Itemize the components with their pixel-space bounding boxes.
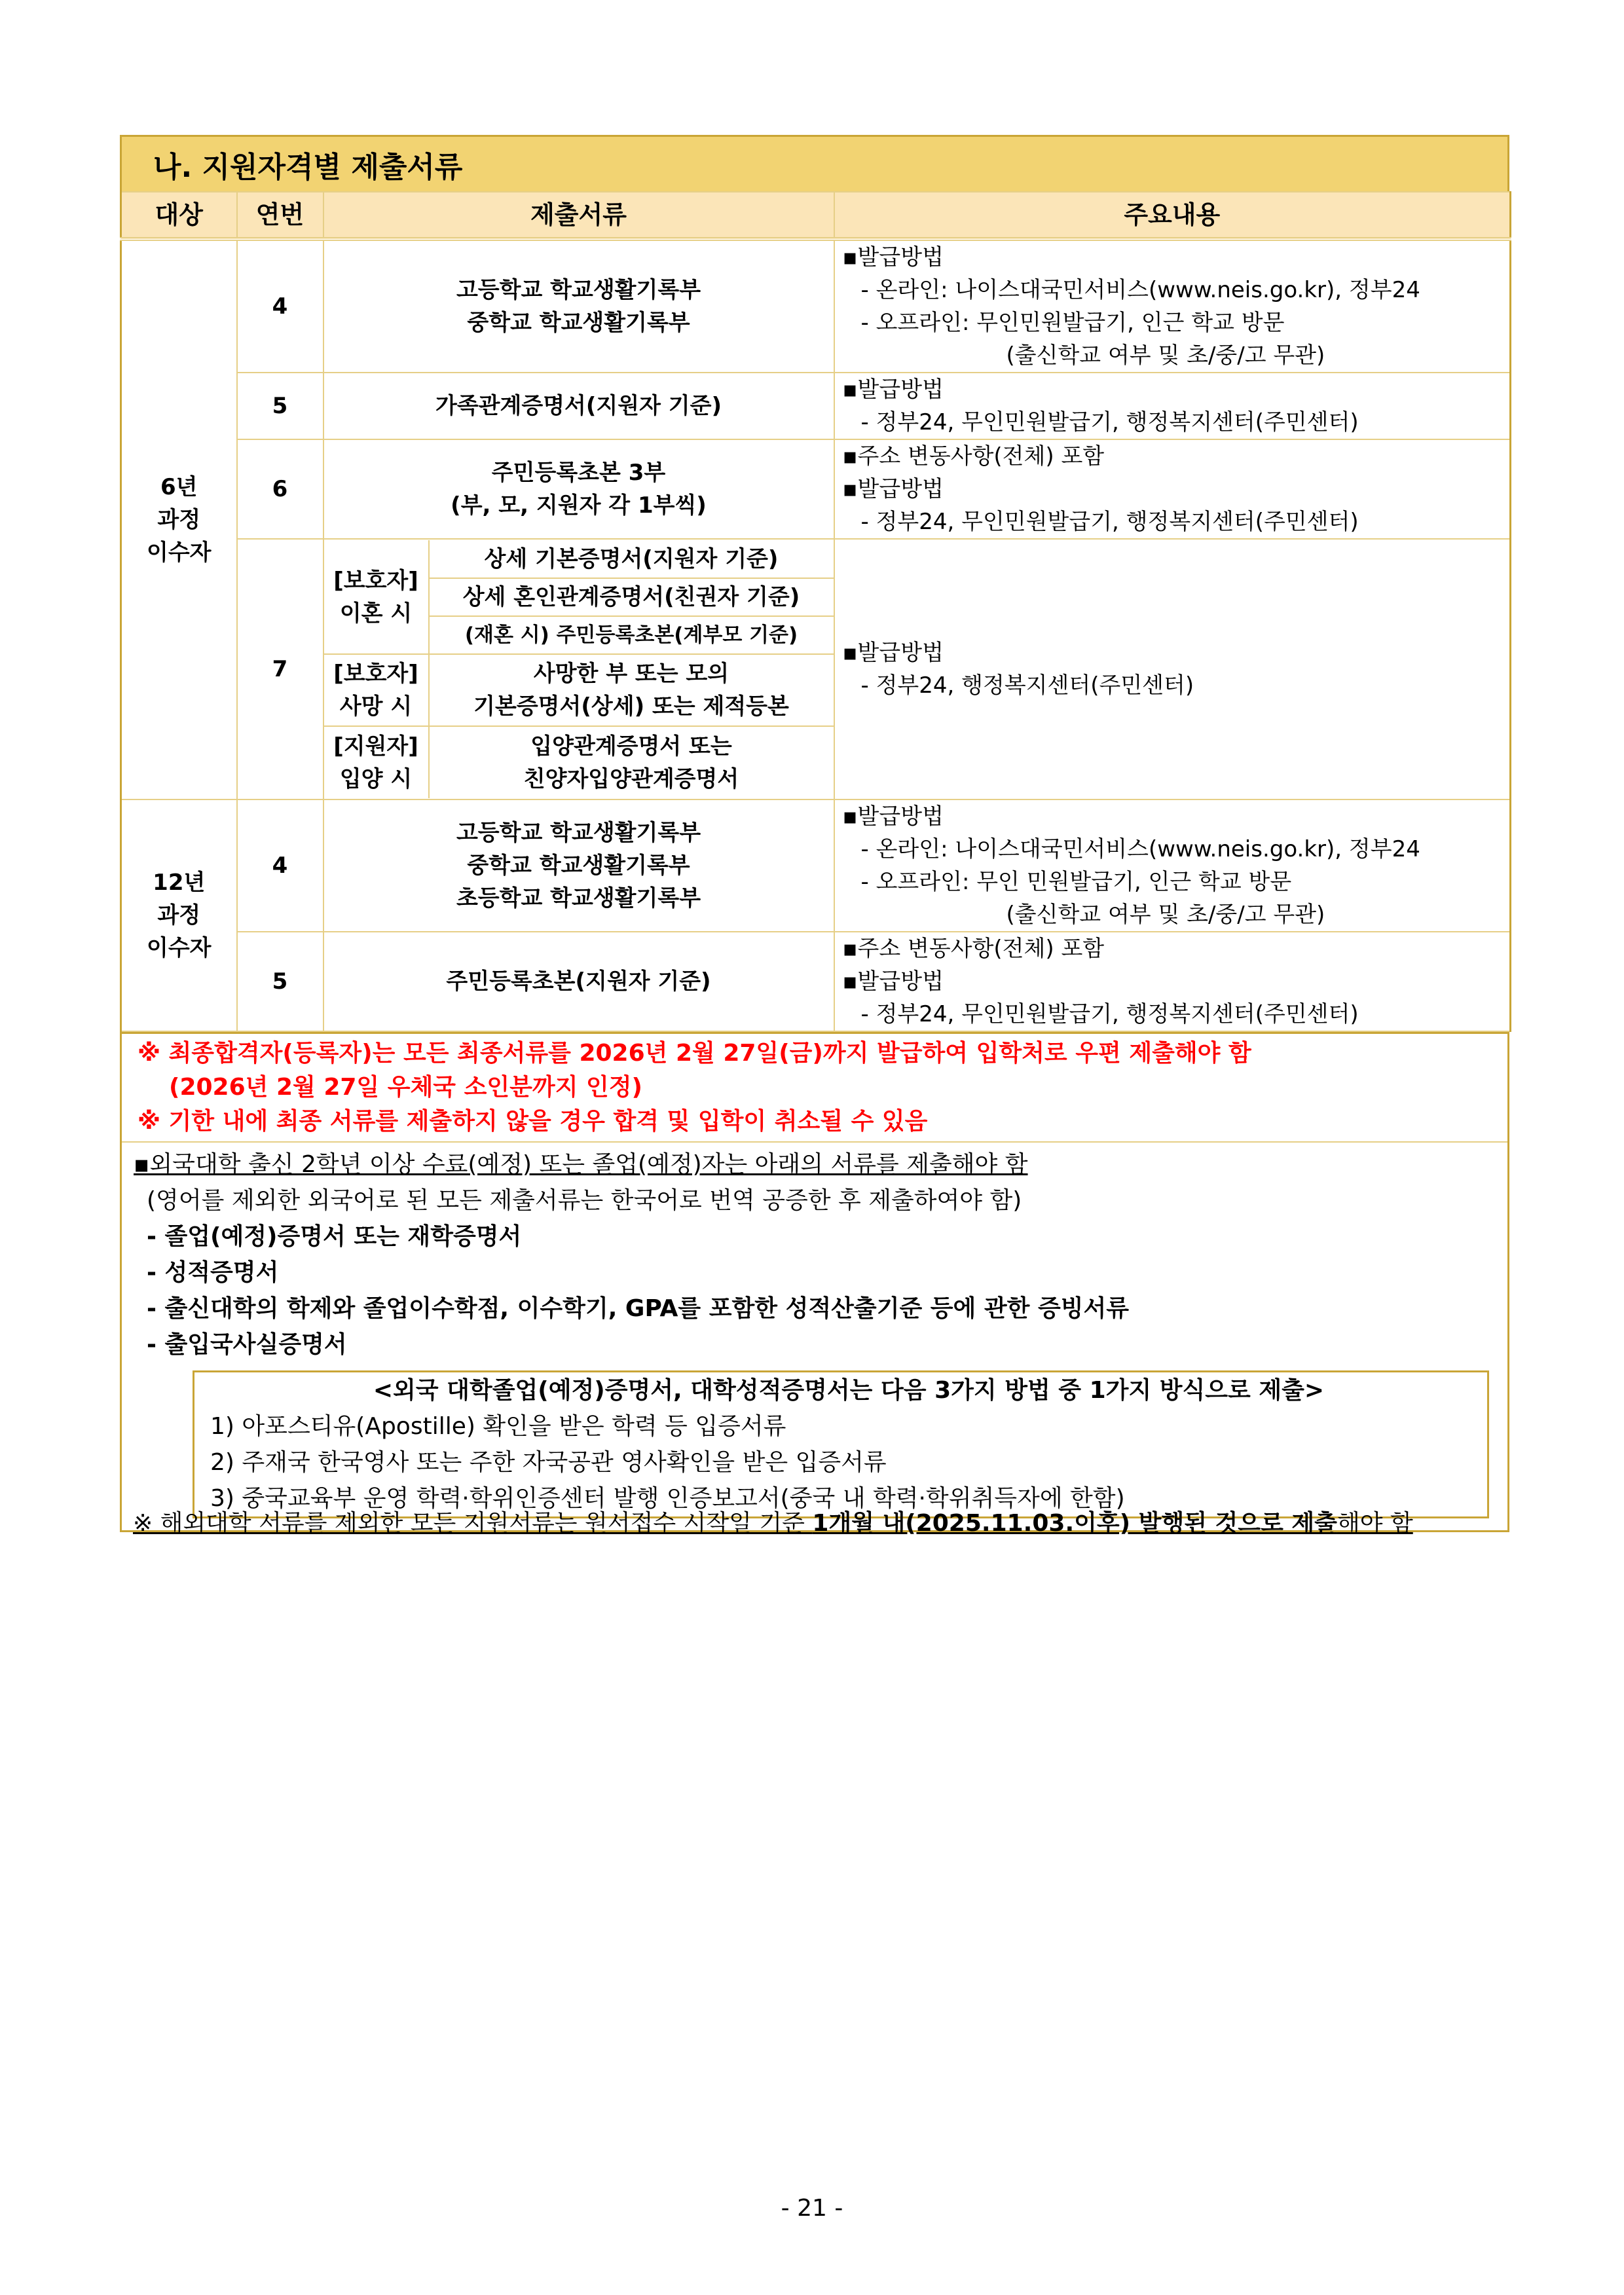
row-number: 5 <box>237 373 323 439</box>
doc-line: (재혼 시) 주민등록초본(계부모 기준) <box>429 616 834 654</box>
doc-line: 상세 혼인관계증명서(친권자 기준) <box>429 578 834 616</box>
foreign-item: - 성적증명서 <box>147 1259 279 1286</box>
table-row <box>121 799 1511 932</box>
table-row <box>121 239 1511 373</box>
foreign-intro: ▪외국대학 출신 2학년 이상 수료(예정) 또는 졸업(예정)자는 아래의 서류를 제출해야 함 <box>134 1151 1028 1178</box>
desc-cell: ▪주소 변동사항(전체) 포함 ▪발급방법 - 정부24, 무인민원발급기, 행정복지센터(주민센터) <box>834 439 1511 539</box>
header-target: 대상 <box>121 192 237 239</box>
foreign-note: (영어를 제외한 외국어로 된 모든 제출서류는 한국어로 번역 공증한 후 제출하여야 함) <box>147 1187 1022 1214</box>
foreign-item: - 출신대학의 학제와 졸업이수학점, 이수학기, GPA를 포함한 성적산출기준 등에 관한 증빙서류 <box>147 1295 1130 1322</box>
doc-cell: 고등학교 학교생활기록부 중학교 학교생활기록부 <box>323 239 834 373</box>
page-number: - 21 - <box>781 2195 843 2222</box>
row-number: 7 <box>237 539 323 799</box>
foreign-item: - 졸업(예정)증명서 또는 재학증명서 <box>147 1223 522 1250</box>
doc-cell-subtable <box>323 539 834 799</box>
row-number: 6 <box>237 439 323 539</box>
case-label-death: [보호자] 사망 시 <box>324 654 429 726</box>
doc-line: 상세 기본증명서(지원자 기준) <box>429 540 834 578</box>
section-title: 나. 지원자격별 제출서류 <box>120 135 1509 191</box>
case-label-adopt: [지원자] 입양 시 <box>324 726 429 798</box>
header-seq: 연번 <box>237 192 323 239</box>
doc-line: 입양관계증명서 또는 친양자입양관계증명서 <box>429 726 834 798</box>
method-item: 3) 중국교육부 운영 학력·학위인증센터 발행 인증보고서(중국 내 학력·학위취득자에 한함) <box>210 1485 1125 1512</box>
case-label-divorce: [보호자] 이혼 시 <box>324 540 429 654</box>
header-content: 주요내용 <box>834 192 1511 239</box>
foreign-university-section <box>122 1143 1507 1530</box>
doc-cell: 주민등록초본 3부 (부, 모, 지원자 각 1부씩) <box>323 439 834 539</box>
method-item: 1) 아포스티유(Apostille) 확인을 받은 학력 등 입증서류 <box>210 1413 786 1440</box>
table-row <box>121 373 1511 439</box>
row-number: 4 <box>237 239 323 373</box>
row-number: 5 <box>237 932 323 1031</box>
group-12yr-label: 12년 과정 이수자 <box>121 799 237 1031</box>
table-row <box>121 932 1511 1031</box>
table-row <box>121 539 1511 799</box>
deadline-notice: ※ 최종합격자(등록자)는 모든 최종서류를 2026년 2월 27일(금)까지 발급하여 입학처로 우편 제출해야 함 (2026년 2월 27일 우체국 소인분까지 인정) ※ 기한 내에 최종 서류를 제출하지 않을 경우 합격 및 입학이 취소될 수 있음 <box>122 1034 1507 1143</box>
header-docs: 제출서류 <box>323 192 834 239</box>
group-6yr-label: 6년 과정 이수자 <box>121 239 237 799</box>
footnote: ※ 해외대학 서류를 제외한 모든 지원서류는 원서접수 시작일 기준 1개월 내(2025.11.03.이후) 발행된 것으로 제출해야 함 <box>133 1510 1413 1537</box>
doc-cell: 가족관계증명서(지원자 기준) <box>323 373 834 439</box>
desc-cell: ▪발급방법 - 정부24, 무인민원발급기, 행정복지센터(주민센터) <box>834 373 1511 439</box>
document-frame <box>120 135 1509 1532</box>
foreign-item: - 출입국사실증명서 <box>147 1331 347 1358</box>
desc-cell: ▪발급방법 - 온라인: 나이스대국민서비스(www.neis.go.kr), 정부24 - 오프라인: 무인민원발급기, 인근 학교 방문 (출신학교 여부 및 초/중/고 무관) <box>834 239 1511 373</box>
doc-cell: 주민등록초본(지원자 기준) <box>323 932 834 1031</box>
documents-table <box>120 191 1511 1032</box>
desc-cell: ▪주소 변동사항(전체) 포함 ▪발급방법 - 정부24, 무인민원발급기, 행정복지센터(주민센터) <box>834 932 1511 1031</box>
desc-cell: ▪발급방법 - 온라인: 나이스대국민서비스(www.neis.go.kr), 정부24 - 오프라인: 무인 민원발급기, 인근 학교 방문 (출신학교 여부 및 초/중/고 무관) <box>834 799 1511 932</box>
sub-table <box>324 540 834 798</box>
desc-cell: ▪발급방법 - 정부24, 행정복지센터(주민센터) <box>834 539 1511 799</box>
method-item: 2) 주재국 한국영사 또는 주한 자국공관 영사확인을 받은 입증서류 <box>210 1449 887 1476</box>
submission-methods-box <box>193 1370 1489 1518</box>
doc-line: 사망한 부 또는 모의 기본증명서(상세) 또는 제적등본 <box>429 654 834 726</box>
row-number: 4 <box>237 799 323 932</box>
table-header-row <box>121 192 1511 239</box>
table-row <box>121 439 1511 539</box>
bottom-section <box>120 1032 1509 1532</box>
doc-cell: 고등학교 학교생활기록부 중학교 학교생활기록부 초등학교 학교생활기록부 <box>323 799 834 932</box>
box-title: <외국 대학졸업(예정)증명서, 대학성적증명서는 다음 3가지 방법 중 1가지 방식으로 제출> <box>373 1377 1325 1404</box>
